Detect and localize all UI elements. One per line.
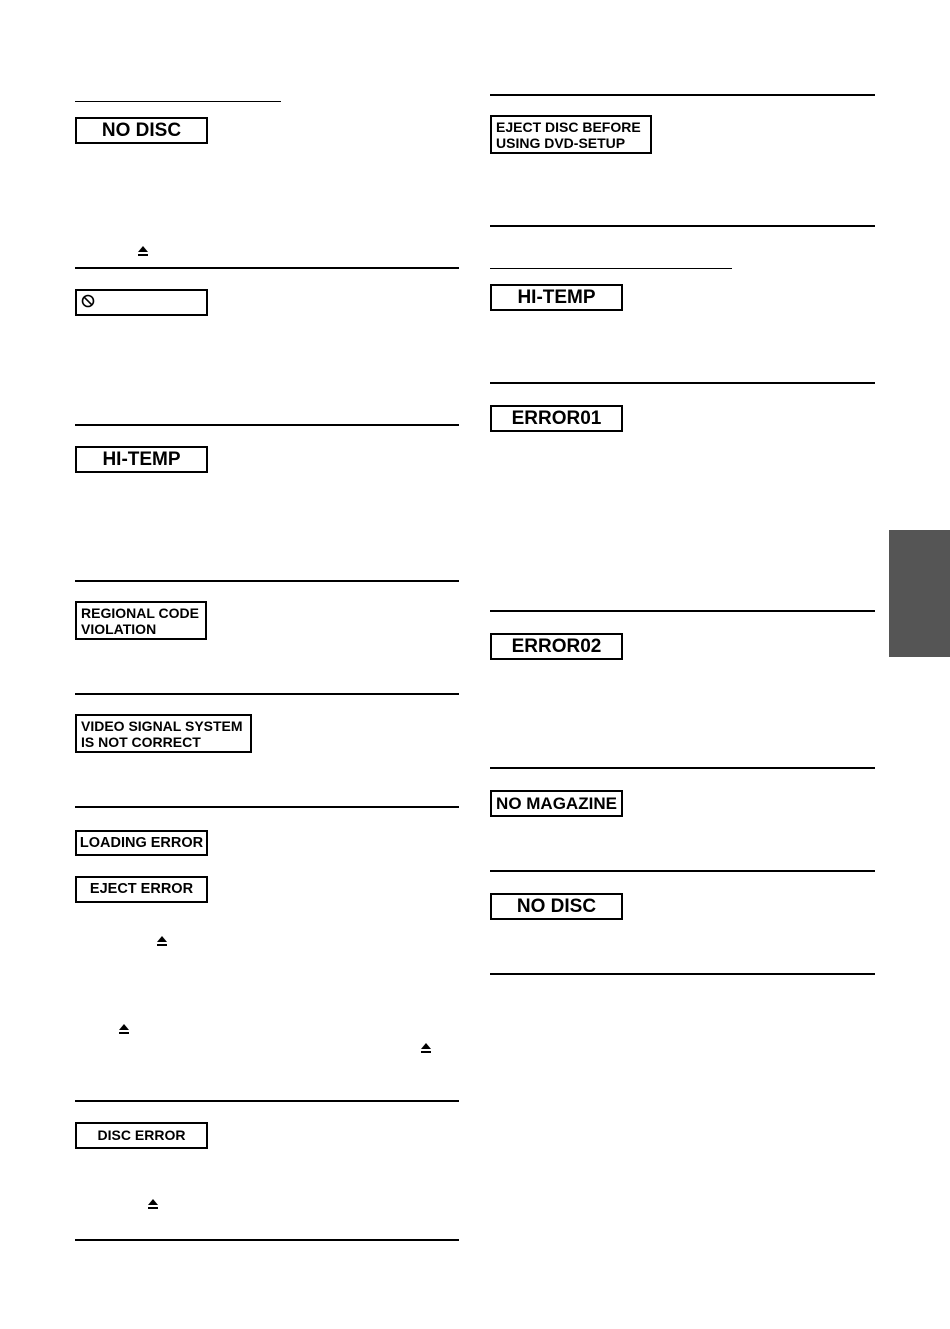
message-line: VIDEO SIGNAL SYSTEM — [81, 718, 243, 734]
no-disc-message: NO DISC — [75, 117, 208, 144]
eject-icon — [156, 935, 168, 947]
video-signal-message — [75, 714, 252, 753]
section-divider — [75, 424, 459, 426]
section-divider — [490, 610, 875, 612]
section-divider — [490, 767, 875, 769]
hi-temp-message: HI-TEMP — [75, 446, 208, 473]
section-divider — [75, 693, 459, 695]
eject-disc-before-setup-message — [490, 115, 652, 154]
prohibited-message — [75, 289, 208, 316]
message-line: USING DVD-SETUP — [496, 135, 626, 151]
section-divider — [75, 806, 459, 808]
message-line: REGIONAL CODE — [81, 605, 199, 621]
section-divider — [490, 382, 875, 384]
no-disc-message: NO DISC — [490, 893, 623, 920]
section-divider — [490, 870, 875, 872]
side-thumb-tab — [889, 530, 950, 657]
section-divider — [75, 1239, 459, 1241]
message-line: IS NOT CORRECT — [81, 734, 201, 750]
no-magazine-message: NO MAGAZINE — [490, 790, 623, 817]
section-divider — [490, 94, 875, 96]
section-heading-underline — [75, 101, 281, 102]
section-divider — [75, 1100, 459, 1102]
section-divider — [75, 580, 459, 582]
error01-message: ERROR01 — [490, 405, 623, 432]
hi-temp-message: HI-TEMP — [490, 284, 623, 311]
message-line: EJECT DISC BEFORE — [496, 119, 641, 135]
loading-error-message: LOADING ERROR — [75, 830, 208, 856]
section-divider — [75, 267, 459, 269]
eject-error-message: EJECT ERROR — [75, 876, 208, 903]
regional-code-violation-message — [75, 601, 207, 640]
eject-icon — [137, 245, 149, 257]
section-divider — [490, 973, 875, 975]
section-divider — [490, 225, 875, 227]
error02-message: ERROR02 — [490, 633, 623, 660]
disc-error-message: DISC ERROR — [75, 1122, 208, 1149]
eject-icon — [420, 1042, 432, 1054]
eject-icon — [147, 1198, 159, 1210]
message-line: VIOLATION — [81, 621, 157, 637]
eject-icon — [118, 1023, 130, 1035]
section-heading-underline — [490, 268, 732, 269]
prohibited-icon — [81, 294, 95, 308]
